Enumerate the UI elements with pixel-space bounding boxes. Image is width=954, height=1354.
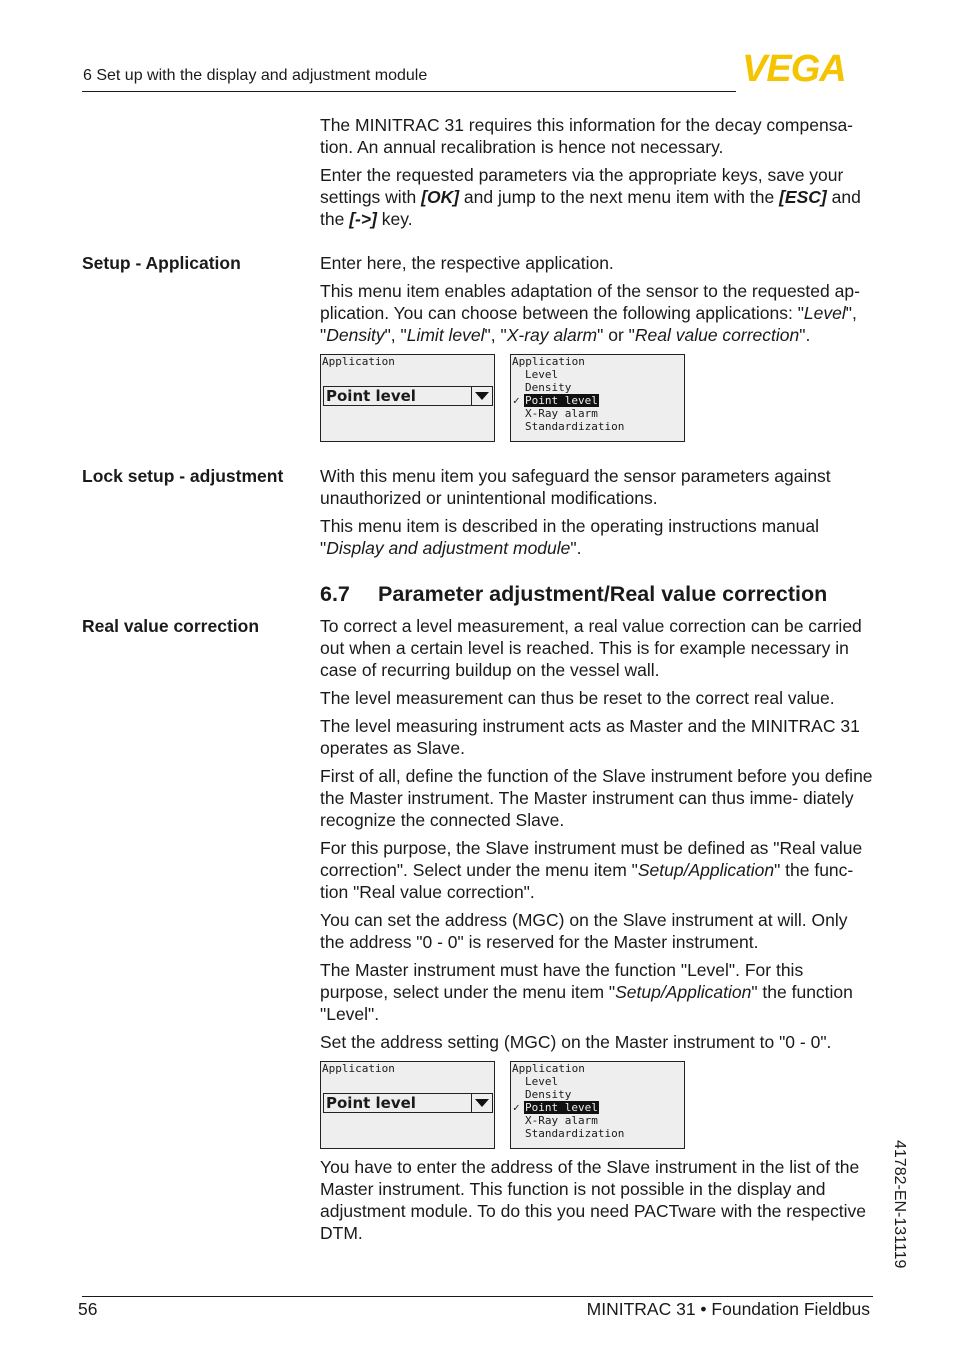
ok-key: [OK] bbox=[421, 187, 460, 207]
lcd-option: Level bbox=[525, 368, 559, 381]
lcd-option: X-Ray alarm bbox=[525, 407, 598, 420]
running-header: 6 Set up with the display and adjustment module bbox=[83, 67, 428, 84]
vega-logo-text: VEGA bbox=[742, 52, 846, 84]
esc-key: [ESC] bbox=[779, 187, 827, 207]
footer-title: MINITRAC 31 • Foundation Fieldbus bbox=[586, 1299, 870, 1319]
lock-setup-label: Lock setup - adjustment bbox=[82, 466, 284, 486]
lcd-title: Application bbox=[322, 1062, 395, 1075]
section-heading bbox=[320, 582, 827, 607]
lcd-application-list bbox=[510, 1061, 685, 1149]
arrow-key: [->] bbox=[349, 209, 377, 229]
real-value-paragraph-5: For this purpose, the Slave instrument must be defined as "Real value correction". Select under the menu item "Setup/Application" the func- tion "Real value correction". bbox=[320, 838, 863, 902]
real-value-paragraph-9: You have to enter the address of the Slave instrument in the list of the Master instrument. This function is not possible in the display and adjustment module. To do this you need PACTware with the respective DTM. bbox=[320, 1157, 867, 1243]
page-number: 56 bbox=[78, 1299, 98, 1319]
real-value-paragraph-7: The Master instrument must have the function "Level". For this purpose, select under the menu item "Setup/Application" the function "Level". bbox=[320, 960, 853, 1024]
vega-logo bbox=[742, 52, 874, 84]
lcd-dropdown-value: Point level bbox=[326, 387, 416, 405]
lcd-dropdown bbox=[323, 386, 493, 406]
real-value-paragraph-1: To correct a level measurement, a real value correction can be carried out when a certain level is reached. This is for example necessary in case of recurring buildup on the vessel wall. bbox=[320, 616, 862, 680]
document-id: 41782-EN-131119 bbox=[891, 1140, 908, 1269]
lcd-title: Application bbox=[512, 1062, 585, 1075]
footer-rule bbox=[82, 1296, 873, 1297]
real-value-label: Real value correction bbox=[82, 616, 260, 636]
lcd-application-select bbox=[320, 1061, 495, 1149]
chevron-down-icon bbox=[471, 387, 492, 405]
lcd-application-select bbox=[320, 354, 495, 442]
chevron-down-icon bbox=[471, 1094, 492, 1112]
lock-setup-paragraph-1: With this menu item you safeguard the sensor parameters against unauthorized or unintentional modifications. bbox=[320, 466, 831, 508]
lcd-application-list bbox=[510, 354, 685, 442]
lcd-title: Application bbox=[322, 355, 395, 368]
intro-paragraph-1: The MINITRAC 31 requires this information for the decay compensa- tion. An annual recalibration is hence not necessary. bbox=[320, 115, 853, 157]
real-value-paragraph-4: First of all, define the function of the Slave instrument before you define the Master instrument. The Master instrument can thus imme- diately recognize the connected Slave. bbox=[320, 766, 873, 830]
real-value-paragraph-2: The level measurement can thus be reset to the correct real value. bbox=[320, 688, 835, 708]
setup-application-paragraph-1: Enter here, the respective application. bbox=[320, 253, 614, 273]
real-value-paragraph-3: The level measuring instrument acts as Master and the MINITRAC 31 operates as Slave. bbox=[320, 716, 860, 758]
check-icon: ✓ bbox=[513, 394, 520, 407]
header-rule bbox=[82, 91, 736, 92]
lcd-option: Standardization bbox=[525, 1127, 625, 1140]
lcd-option: X-Ray alarm bbox=[525, 1114, 598, 1127]
setup-application-label: Setup - Application bbox=[82, 253, 241, 273]
intro-paragraph-2: Enter the requested parameters via the appropriate keys, save your settings with [OK] and jump to the next menu item with the [ESC] and the [->] key. bbox=[320, 165, 861, 229]
real-value-paragraph-8: Set the address setting (MGC) on the Master instrument to "0 - 0". bbox=[320, 1032, 832, 1052]
lcd-option-selected: Point level bbox=[525, 1101, 598, 1114]
lcd-option: Standardization bbox=[525, 420, 625, 433]
check-icon: ✓ bbox=[513, 1101, 520, 1114]
lcd-option: Level bbox=[525, 1075, 559, 1088]
section-title: Parameter adjustment/Real value correction bbox=[378, 582, 828, 606]
lcd-dropdown bbox=[323, 1093, 493, 1113]
lcd-option: Density bbox=[525, 381, 572, 394]
lock-setup-paragraph-2: This menu item is described in the operating instructions manual "Display and adjustment module". bbox=[320, 516, 819, 558]
real-value-paragraph-6: You can set the address (MGC) on the Slave instrument at will. Only the address "0 - 0" is reserved for the Master instrument. bbox=[320, 910, 848, 952]
section-number: 6.7 bbox=[320, 582, 350, 606]
setup-application-paragraph-2: This menu item enables adaptation of the sensor to the requested ap- plication. You can choose between the following applications: "Level", "Density", "Limit level", "X-ray alarm" or "Real value correction". bbox=[320, 281, 860, 345]
lcd-dropdown-value: Point level bbox=[326, 1094, 416, 1112]
lcd-title: Application bbox=[512, 355, 585, 368]
lcd-option-selected: Point level bbox=[525, 394, 598, 407]
lcd-option: Density bbox=[525, 1088, 572, 1101]
